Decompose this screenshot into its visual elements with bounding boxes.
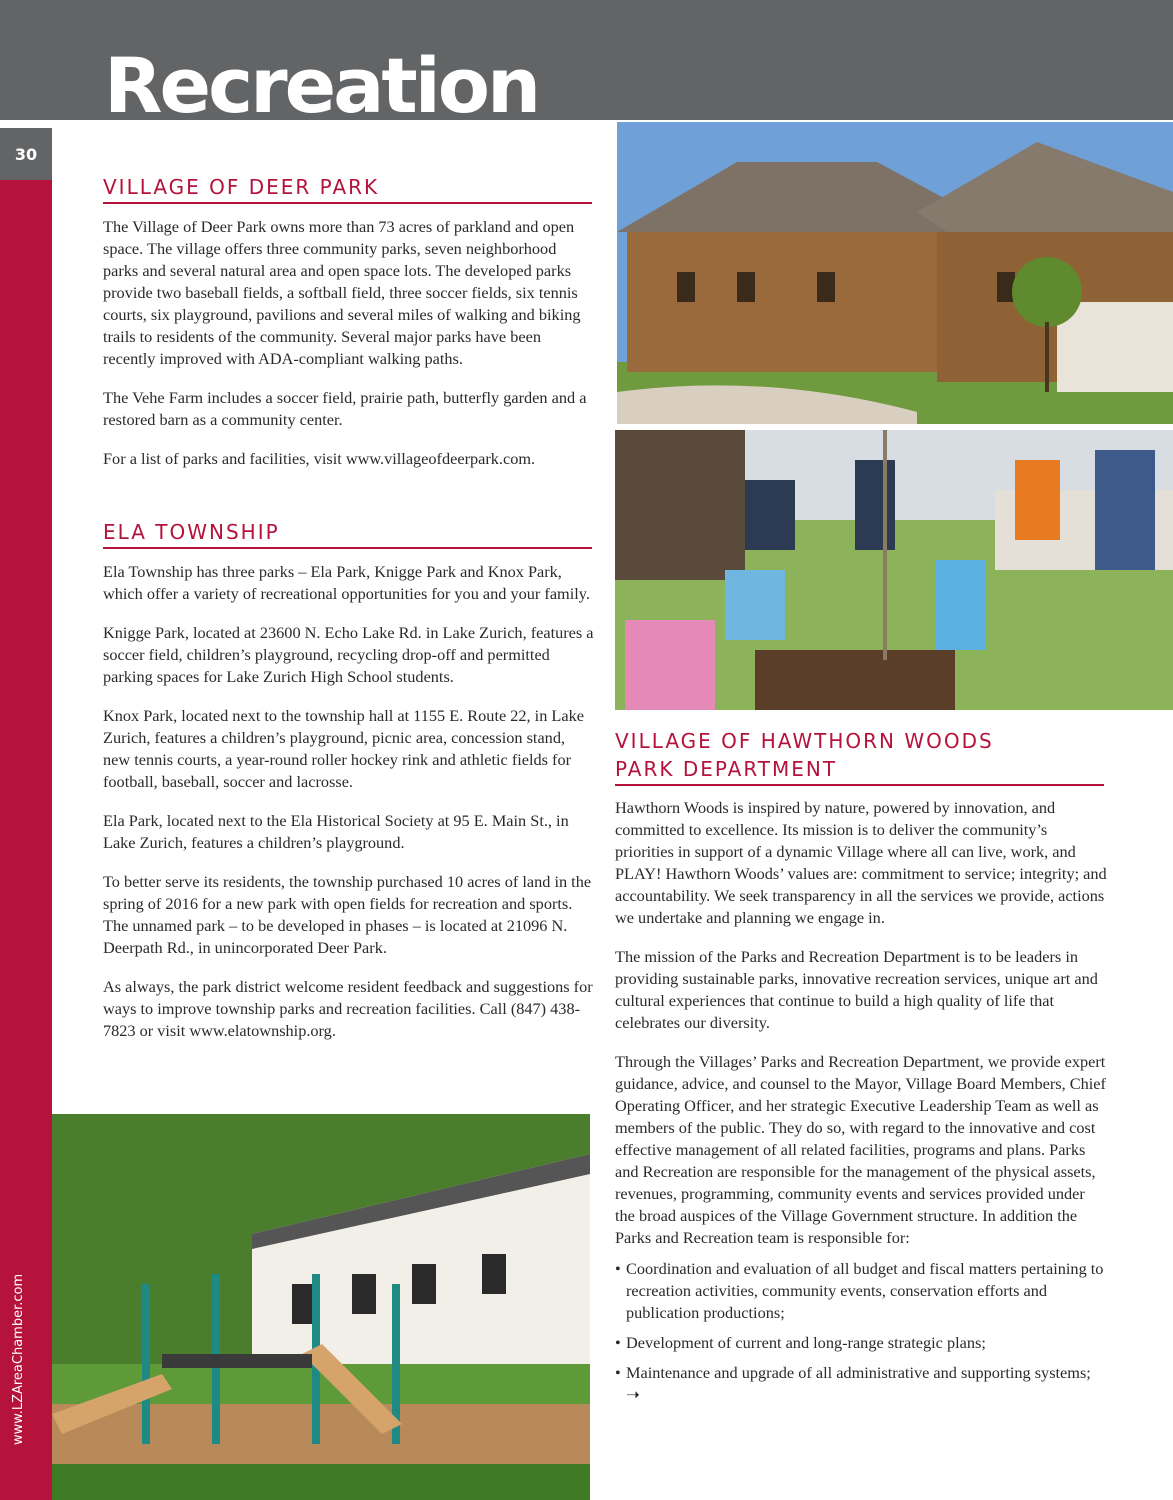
list-item: • Coordination and evaluation of all budget and fiscal matters pertaining to recreation activities, community events, conservation efforts and publication productions; [615,1258,1107,1324]
hawthorn-heading-line2: PARK DEPARTMENT [615,757,838,781]
paragraph: To better serve its residents, the township purchased 10 acres of land in the spring of 2016 for a new park with open fields for recreation and sports. The unnamed park – to be developed in phases – is located at 21096 N. Deerpath Rd., in unincorporated Deer Park. [103,872,592,957]
tree-planting-photo [615,430,1173,710]
list-item: • Development of current and long-range strategic plans; [615,1332,1107,1354]
hawthorn-heading [615,727,1104,786]
deer-park-body [103,216,595,487]
hawthorn-heading-line1: VILLAGE OF HAWTHORN WOODS [615,729,994,753]
paragraph: As always, the park district welcome resident feedback and suggestions for ways to improve township parks and recreation facilities. Call (847) 438-7823 or visit www.elatownship.org. [103,977,593,1040]
responsibility-list [615,1258,1107,1406]
paragraph: Through the Villages’ Parks and Recreation Department, we provide expert guidance, advice, and counsel to the Mayor, Village Board Members, Chief Operating Officer, and her strategic Executive Leadership Team as well as members of the public. They do so, with regard to the innovative and cost effective management of all related facilities, programs and plans. Parks and Recreation are responsible for the management of the physical assets, revenues, programming, community events and services provided under the broad auspices of the Village Government structure. In addition the Parks and Recreation team is responsible for: [615,1052,1106,1247]
paragraph: Ela Park, located next to the Ela Historical Society at 95 E. Main St., in Lake Zurich, features a children’s playground. [103,811,569,852]
paragraph: For a list of parks and facilities, visit www.villageofdeerpark.com. [103,449,536,468]
paragraph: Ela Township has three parks – Ela Park, Knigge Park and Knox Park, which offer a variety of recreational opportunities for you and your family. [103,562,590,603]
paragraph: Hawthorn Woods is inspired by nature, powered by innovation, and committed to excellence. Its mission is to deliver the community’s priorities in support of a dynamic Village where all can live, work, and PLAY! Hawthorn Woods’ values are: commitment to service; integrity; and accountability. We seek transparency in all the services we provide, actions we undertake and planning we engage in. [615,798,1107,927]
paragraph: The mission of the Parks and Recreation Department is to be leaders in providing sustainable parks, innovative recreation services, unique art and cultural experiences that continue to build a high quality of life that celebrates our diversity. [615,947,1098,1032]
paragraph: The Vehe Farm includes a soccer field, prairie path, butterfly garden and a restored barn as a community center. [103,388,587,429]
paragraph: Knox Park, located next to the township hall at 1155 E. Route 22, in Lake Zurich, features a children’s playground, picnic area, concession stand, new tennis courts, a year-round roller hockey rink and athletic fields for football, baseball, soccer and lacrosse. [103,706,584,791]
ela-heading: ELA TOWNSHIP [103,518,592,549]
paragraph: The Village of Deer Park owns more than 73 acres of parkland and open space. The village offers three community parks, seven neighborhood parks and several natural area and open space lots. The developed parks provide two baseball fields, a softball field, three soccer fields, six tennis courts, six playground, pavilions and several miles of walking and biking trails to residents of the community. Several major parks have been recently improved with ADA-compliant walking paths. [103,217,581,368]
paragraph: Knigge Park, located at 23600 N. Echo Lake Rd. in Lake Zurich, features a soccer field, children’s playground, recycling drop-off and permitted parking spaces for Lake Zurich High School students. [103,623,594,686]
sidebar-url: www.LZAreaChamber.com [11,1273,26,1445]
page-number: 30 [0,128,52,180]
page-title: Recreation [104,41,539,130]
ela-body [103,561,595,1059]
list-item: • Maintenance and upgrade of all administrative and supporting systems; ➝ [615,1362,1107,1406]
playground-photo [52,1114,590,1500]
barn-photo [617,122,1173,424]
hawthorn-body [615,797,1107,1414]
sidebar-strip [0,180,52,1500]
deer-park-heading: VILLAGE OF DEER PARK [103,173,592,204]
